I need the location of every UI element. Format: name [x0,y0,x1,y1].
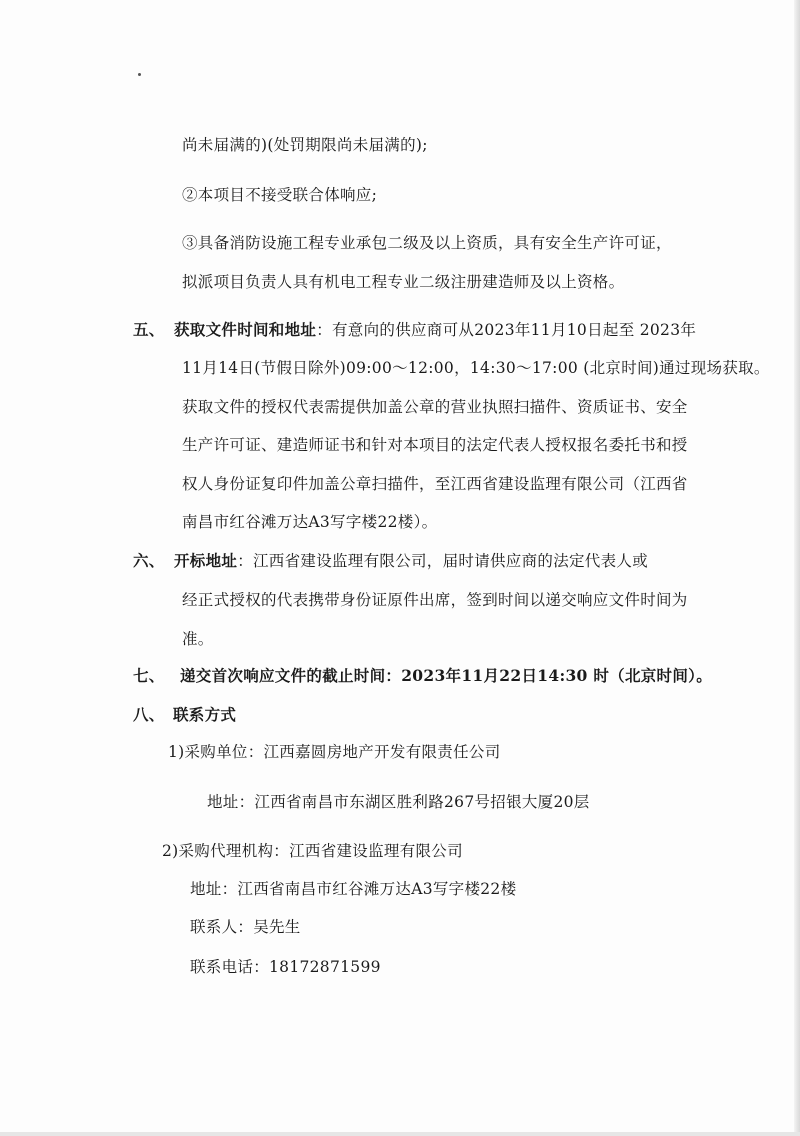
contact-phone: 联系电话：18172871599 [190,958,381,976]
section6-heading: 开标地址 [174,551,238,570]
section7-text: 递交首次响应文件的截止时间：2023年11月22日14:30 时（北京时间）。 [180,666,712,685]
section6-line1-text: ：江西省建设监理有限公司，届时请供应商的法定代表人或 [237,552,649,570]
buyer-label: 1)采购单位：江西嘉圆房地产开发有限责任公司 [168,743,501,761]
contact-person: 联系人：吴先生 [190,918,301,936]
item4-line3: ③具备消防设施工程专业承包二级及以上资质，具有安全生产许可证， [182,234,672,252]
item4-line4: 拟派项目负责人具有机电工程专业二级注册建造师及以上资格。 [182,273,625,291]
agency-label: 2)采购代理机构：江西省建设监理有限公司 [162,842,463,860]
page-edge-right [794,0,800,1136]
scan-speck [138,73,141,76]
section5-line4: 生产许可证、建造师证书和针对本项目的法定代表人授权报名委托书和授 [182,436,688,454]
section5-number: 五、 [133,320,165,339]
section6-line2: 经正式授权的代表携带身份证原件出席，签到时间以递交响应文件时间为 [182,591,688,609]
page-edge-bottom [0,1132,800,1136]
section8-number: 八、 [133,705,165,724]
agency-address: 地址：江西省南昌市红谷滩万达A3写字楼22楼 [190,880,517,898]
section5-heading: 获取文件时间和地址 [174,320,317,339]
section6-line3: 准。 [182,630,214,648]
section5-line5: 权人身份证复印件加盖公章扫描件，至江西省建设监理有限公司（江西省 [182,475,688,493]
section6-line1 [174,550,648,572]
item4-line2: ②本项目不接受联合体响应; [182,186,378,204]
section8-heading: 联系方式 [173,705,237,724]
section6-number: 六、 [133,551,165,570]
section5-line6: 南昌市红谷滩万达A3写字楼22楼）。 [182,513,438,531]
section5-line1 [174,319,696,341]
section5-line1-text: ：有意向的供应商可从2023年11月10日起至 2023年 [316,321,697,339]
buyer-address: 地址：江西省南昌市东湖区胜利路267号招银大厦20层 [207,793,590,811]
item4-line1: 尚未届满的)(处罚期限尚未届满的); [182,136,428,154]
section5-line3: 获取文件的授权代表需提供加盖公章的营业执照扫描件、资质证书、安全 [182,398,688,416]
section5-line2: 11月14日(节假日除外)09:00～12:00，14:30～17:00 (北京时间)通过现场获取。 [182,359,770,377]
section7-number: 七、 [133,666,165,685]
